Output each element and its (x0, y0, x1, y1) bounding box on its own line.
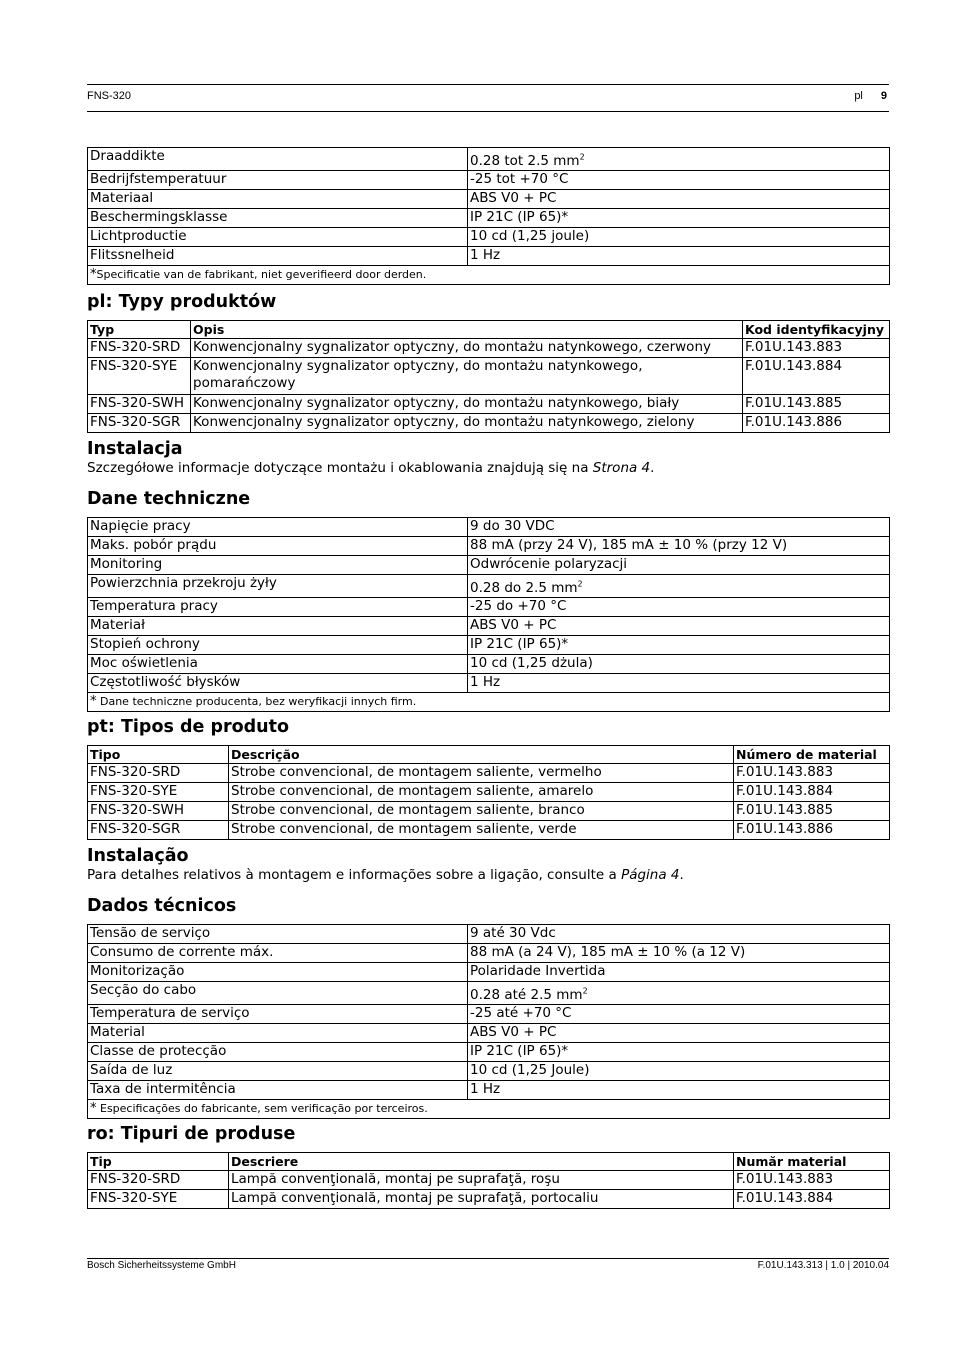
spec-value: IP 21C (IP 65)* (468, 209, 890, 228)
pt-specs-table (87, 924, 890, 1119)
type-code: FNS-320-SRD (88, 1171, 229, 1190)
section-title-pl-install: Instalacja (87, 439, 183, 459)
spec-footnote: *Specificatie van de fabrikant, niet geverifieerd door derden. (88, 266, 890, 285)
spec-value: 0.28 do 2.5 $mm^2$ (468, 575, 890, 598)
spec-label: Classe de protecção (88, 1043, 468, 1062)
table-header-row (88, 321, 890, 339)
spec-value: 0.28 até 2.5 $mm^2$ (468, 982, 890, 1005)
column-header: Număr material (734, 1153, 890, 1171)
spec-value: 9 do 30 VDC (468, 518, 890, 537)
type-description: Lampă convenţională, montaj pe suprafaţă, roşu (229, 1171, 734, 1190)
table-row (88, 944, 890, 963)
type-description: Konwencjonalny sygnalizator optyczny, do montażu natynkowego, zielony (191, 414, 743, 433)
type-id: F.01U.143.886 (734, 821, 890, 840)
header-page-number: 9 (880, 90, 887, 102)
type-id: F.01U.143.885 (743, 395, 890, 414)
pl-specs-table (87, 517, 890, 712)
type-description: Lampă convenţională, montaj pe suprafaţă, portocaliu (229, 1190, 734, 1209)
table-header-row (88, 746, 890, 764)
section-title-pl-specs: Dane techniczne (87, 489, 251, 509)
section-title-pt-types: pt: Tipos de produto (87, 717, 290, 737)
spec-label: Secção do cabo (88, 982, 468, 1005)
pt-types-table (87, 745, 890, 840)
type-code: FNS-320-SWH (88, 395, 191, 414)
table-row (88, 1062, 890, 1081)
table-row (88, 925, 890, 944)
type-code: FNS-320-SRD (88, 764, 229, 783)
spec-value: ABS V0 + PC (468, 617, 890, 636)
table-row (88, 598, 890, 617)
spec-value: Odwrócenie polaryzacji (468, 556, 890, 575)
type-code: FNS-320-SRD (88, 339, 191, 358)
header-doc-name: FNS-320 (87, 90, 132, 102)
section-title-pt-install: Instalação (87, 846, 189, 866)
page-footer (87, 1258, 889, 1271)
type-description: Konwencjonalny sygnalizator optyczny, do montażu natynkowego, pomarańczowy (191, 358, 743, 395)
table-row (88, 358, 890, 395)
spec-label: Materiał (88, 617, 468, 636)
spec-label: Temperatura pracy (88, 598, 468, 617)
type-id: F.01U.143.883 (743, 339, 890, 358)
table-row (88, 655, 890, 674)
spec-value: 1 Hz (468, 674, 890, 693)
type-id: F.01U.143.884 (734, 1190, 890, 1209)
spec-value: 88 mA (przy 24 V), 185 mA ± 10 % (przy 12 V) (468, 537, 890, 556)
type-code: FNS-320-SGR (88, 414, 191, 433)
type-description: Strobe convencional, de montagem saliente, verde (229, 821, 734, 840)
table-row (88, 1171, 890, 1190)
spec-label: Maks. pobór prądu (88, 537, 468, 556)
spec-value: Polaridade Invertida (468, 963, 890, 982)
type-code: FNS-320-SWH (88, 802, 229, 821)
column-header: Opis (191, 321, 743, 339)
table-row (88, 1190, 890, 1209)
table-row (88, 190, 890, 209)
type-code: FNS-320-SGR (88, 821, 229, 840)
table-row (88, 1043, 890, 1062)
spec-label: Lichtproductie (88, 228, 468, 247)
spec-label: Consumo de corrente máx. (88, 944, 468, 963)
table-row (88, 556, 890, 575)
spec-value: 0.28 tot 2.5 $mm^2$ (468, 148, 890, 171)
table-row (88, 963, 890, 982)
spec-label: Taxa de intermitência (88, 1081, 468, 1100)
pl-types-table (87, 320, 890, 433)
column-header: Descriere (229, 1153, 734, 1171)
type-code: FNS-320-SYE (88, 358, 191, 395)
spec-label: Bedrijfstemperatuur (88, 171, 468, 190)
ro-types-table (87, 1152, 890, 1209)
section-title-pl-types: pl: Typy produktów (87, 292, 277, 312)
spec-label: Moc oświetlenia (88, 655, 468, 674)
spec-label: Częstotliwość błysków (88, 674, 468, 693)
spec-label: Material (88, 1024, 468, 1043)
spec-value: 10 cd (1,25 dżula) (468, 655, 890, 674)
column-header: Kod identyfikacyjny (743, 321, 890, 339)
type-description: Konwencjonalny sygnalizator optyczny, do montażu natynkowego, czerwony (191, 339, 743, 358)
table-row (88, 414, 890, 433)
spec-label: Saída de luz (88, 1062, 468, 1081)
spec-footnote: * Especificações do fabricante, sem verificação por terceiros. (88, 1100, 890, 1119)
page-reference-link[interactable]: Página 4 (621, 867, 680, 883)
table-row (88, 209, 890, 228)
spec-value: 10 cd (1,25 joule) (468, 228, 890, 247)
spec-value: -25 do +70 °C (468, 598, 890, 617)
spec-value: IP 21C (IP 65)* (468, 1043, 890, 1062)
spec-label: Flitssnelheid (88, 247, 468, 266)
table-note-row (88, 266, 890, 285)
spec-value: -25 tot +70 °C (468, 171, 890, 190)
table-header-row (88, 1153, 890, 1171)
table-row (88, 228, 890, 247)
spec-value: 1 Hz (468, 1081, 890, 1100)
column-header: Tipo (88, 746, 229, 764)
spec-label: Draaddikte (88, 148, 468, 171)
nl-specs-table (87, 147, 890, 285)
table-row (88, 982, 890, 1005)
footer-doc-id: F.01U.143.313 | 1.0 | 2010.04 (757, 1260, 889, 1271)
footer-company: Bosch Sicherheitssysteme GmbH (87, 1260, 236, 1271)
page-header (87, 84, 889, 112)
spec-value: -25 até +70 °C (468, 1005, 890, 1024)
header-page-info (854, 90, 887, 102)
spec-value: 9 até 30 Vdc (468, 925, 890, 944)
table-row (88, 1024, 890, 1043)
table-row (88, 395, 890, 414)
type-code: FNS-320-SYE (88, 1190, 229, 1209)
spec-label: Stopień ochrony (88, 636, 468, 655)
table-row (88, 636, 890, 655)
spec-label: Tensão de serviço (88, 925, 468, 944)
table-row (88, 537, 890, 556)
type-description: Konwencjonalny sygnalizator optyczny, do montażu natynkowego, biały (191, 395, 743, 414)
spec-footnote: * Dane techniczne producenta, bez weryfikacji innych firm. (88, 693, 890, 712)
spec-label: Beschermingsklasse (88, 209, 468, 228)
column-header: Tip (88, 1153, 229, 1171)
pl-install-text: Szczegółowe informacje dotyczące montażu i okablowania znajdują się na Strona 4. (87, 460, 655, 476)
column-header: Typ (88, 321, 191, 339)
pt-install-text: Para detalhes relativos à montagem e informações sobre a ligação, consulte a Página 4. (87, 867, 684, 883)
table-row (88, 575, 890, 598)
type-description: Strobe convencional, de montagem saliente, amarelo (229, 783, 734, 802)
spec-value: 10 cd (1,25 Joule) (468, 1062, 890, 1081)
type-id: F.01U.143.884 (734, 783, 890, 802)
table-row (88, 783, 890, 802)
table-row (88, 802, 890, 821)
column-header: Número de material (734, 746, 890, 764)
spec-value: ABS V0 + PC (468, 190, 890, 209)
table-row (88, 1081, 890, 1100)
type-id: F.01U.143.883 (734, 764, 890, 783)
table-row (88, 171, 890, 190)
type-code: FNS-320-SYE (88, 783, 229, 802)
table-row (88, 674, 890, 693)
type-id: F.01U.143.884 (743, 358, 890, 395)
type-id: F.01U.143.885 (734, 802, 890, 821)
table-row (88, 821, 890, 840)
page-reference-link[interactable]: Strona 4 (592, 460, 651, 476)
table-row (88, 764, 890, 783)
table-row (88, 1005, 890, 1024)
table-row (88, 148, 890, 171)
header-lang: pl (854, 90, 863, 102)
spec-value: ABS V0 + PC (468, 1024, 890, 1043)
spec-label: Powierzchnia przekroju żyły (88, 575, 468, 598)
table-row (88, 617, 890, 636)
section-title-ro-types: ro: Tipuri de produse (87, 1124, 296, 1144)
spec-value: 1 Hz (468, 247, 890, 266)
type-description: Strobe convencional, de montagem saliente, vermelho (229, 764, 734, 783)
type-id: F.01U.143.886 (743, 414, 890, 433)
table-note-row (88, 1100, 890, 1119)
type-description: Strobe convencional, de montagem saliente, branco (229, 802, 734, 821)
spec-value: 88 mA (a 24 V), 185 mA ± 10 % (a 12 V) (468, 944, 890, 963)
table-row (88, 247, 890, 266)
spec-label: Materiaal (88, 190, 468, 209)
spec-label: Monitorização (88, 963, 468, 982)
spec-label: Napięcie pracy (88, 518, 468, 537)
table-row (88, 518, 890, 537)
spec-label: Temperatura de serviço (88, 1005, 468, 1024)
section-title-pt-specs: Dados técnicos (87, 896, 237, 916)
type-id: F.01U.143.883 (734, 1171, 890, 1190)
spec-value: IP 21C (IP 65)* (468, 636, 890, 655)
table-row (88, 339, 890, 358)
column-header: Descrição (229, 746, 734, 764)
table-note-row (88, 693, 890, 712)
spec-label: Monitoring (88, 556, 468, 575)
